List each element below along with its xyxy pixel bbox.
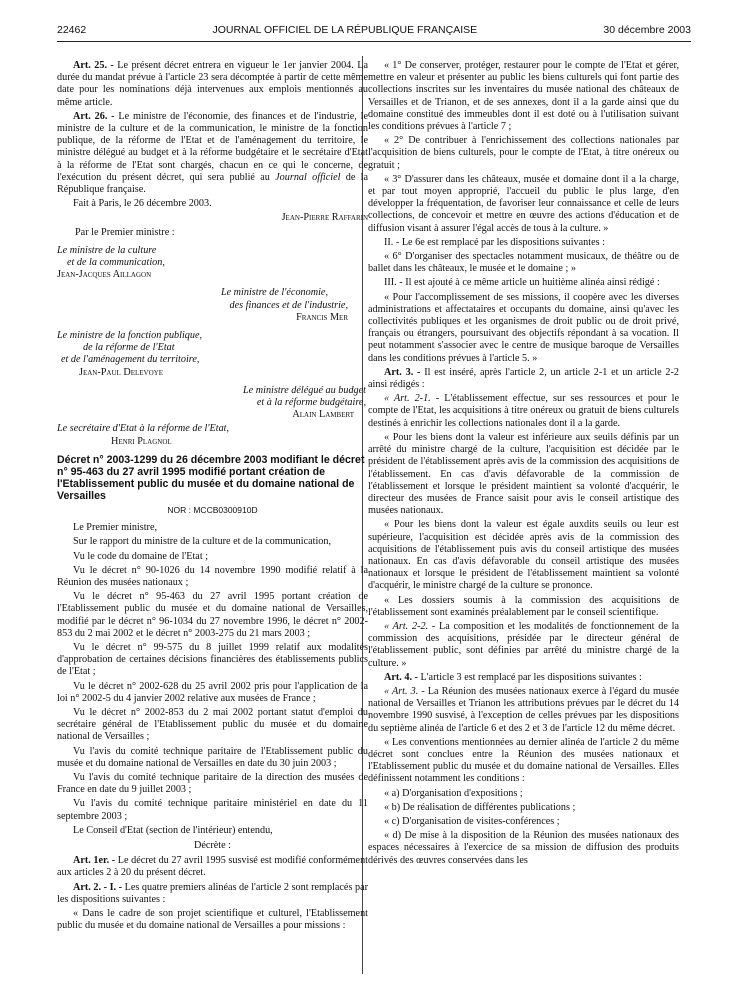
premier-ministre: Le Premier ministre,: [73, 522, 158, 534]
article-4: Art. 4. - L'article 3 est remplacé par les dispositions suivantes :: [384, 671, 642, 683]
page-header: [57, 22, 691, 38]
mission-1: « 1° De conserver, protéger, restaurer pour le compte de l'Etat et gérer, mettre en valeur et présenter au public les biens culturels qui font partie des collections inscrites sur les inventaires du musée national des châteaux de Versailles et de Trianon, et de ses annexes, dont il a la garde ainsi que du domaine constitué des immeubles dont il est doté ou à l'utilisation suivant les conditions prévues à l'article 7 ;: [368, 60, 679, 133]
decrete: Décrète :: [193, 839, 232, 851]
budget-title-1: Le ministre délégué au budget: [243, 384, 366, 396]
eco-minister-name: Francis Mer: [296, 311, 348, 323]
eco-title-1: Le ministre de l'économie,: [220, 287, 328, 299]
eco-title-2: des finances et de l'industrie,: [229, 299, 348, 311]
condition-a: « a) D'organisation d'expositions ;: [384, 787, 523, 799]
visa-9: Vu l'avis du comité technique paritaire ministériel en date du 11 septembre 2003 ;: [57, 798, 368, 822]
par-le-premier-ministre: Par le Premier ministre :: [75, 226, 175, 238]
mission-3: « 3° D'assurer dans les châteaux, musée et domaine dont il a la charge, et par tout moyen approprié, l'accueil du public le plus large, d'en développer la fréquentation, de favoriser leur connaissance et celle de leurs collections, de concevoir et mettre en œuvre des actions d'éducation et de diffusion visant à assurer l'égal accès de tous à la culture. »: [368, 173, 679, 234]
visa-7: Vu l'avis du comité technique paritaire de l'Etablissement public du musée et du domaine national de Versailles en date du 30 juin 2003 ;: [57, 745, 368, 769]
culture-title-2: et de la communication,: [67, 257, 165, 269]
article-2: Art. 2. - I. - Les quatre premiers alinéas de l'article 2 sont remplacés par les dispositions suivantes :: [57, 881, 368, 905]
paragraph-ii: II. - Le 6e est remplacé par les dispositions suivantes :: [384, 236, 605, 248]
budget-title-2: et à la réforme budgétaire,: [256, 397, 366, 409]
visa-1: Vu le code du domaine de l'Etat ;: [73, 550, 209, 562]
article-3-new: « Art. 3. - La Réunion des musées nationaux exerce à l'égard du musée national de Versailles et Trianon les attributions prévues par le décret du 14 novembre 1990 susvisé, à l'exception de celles prévues par les dispositions du septième alinéa de l'article 6 et des 2 et 3 de l'article 12 du même décret.: [368, 685, 680, 734]
mission-2: « 2° De contribuer à l'enrichissement des collections nationales par l'acquisition de biens culturels, pour le compte de l'Etat, à titre onéreux ou gratuit ;: [368, 135, 679, 171]
article-26: Art. 26. - Le ministre de l'économie, des finances et de l'industrie, le ministre de la culture et de la communication, le ministre de la fonction publique, de la réforme de l'Etat et de l'aménagement du territoire, le ministre délégué au budget et à la réforme budgétaire et le secrétaire d'Etat à la réforme de l'Etat sont chargés, chacun en ce qui le concerne, de l'exécution du présent décret, qui sera publié au Journal officiel de la République française.: [57, 110, 368, 196]
page-number: 22462: [57, 24, 87, 36]
fp-title-3: et de l'aménagement du territoire,: [61, 354, 200, 366]
condition-c: « c) D'organisation de visites-conférences ;: [384, 815, 560, 827]
fp-minister-name: Jean-Paul Delevoye: [79, 366, 163, 378]
right-column: [368, 60, 679, 869]
nor-reference: NOR : MCCB0300910D: [167, 504, 258, 515]
dossiers-soumis: « Les dossiers soumis à la commission des acquisitions de l'établissement sont examinés préalablement par le conseil scientifique.: [368, 594, 679, 618]
conventions: « Les conventions mentionnées au dernier alinéa de l'article 2 du même décret sont conclues entre la Réunion des musées nationaux et l'Etablissement public du musée et du domaine national de Versailles. Elles définissent notamment les conditions :: [368, 736, 679, 785]
fp-title-1: Le ministre de la fonction publique,: [57, 330, 203, 342]
article-2-1: « Art. 2-1. - L'établissement effectue, sur ses ressources et pour le compte de l'Etat, les acquisitions à titre onéreux ou gratuit de biens culturels destinés à enrichir les collections nationales dont il a la garde.: [368, 393, 679, 429]
mission-6: « 6° D'organiser des spectacles notamment musicaux, de théâtre ou de ballet dans les châteaux, le musée et le domaine ; »: [368, 251, 679, 275]
visa-8: Vu l'avis du comité technique paritaire de la direction des musées de France en date du 9 juillet 2003 ;: [57, 771, 368, 796]
visa-4: Vu le décret n° 99-575 du 8 juillet 1999 relatif aux modalités d'approbation de certaines décisions financières des établissements publics de l'Etat ;: [57, 641, 368, 678]
header-rule: [57, 41, 691, 42]
fait-a-paris: Fait à Paris, le 26 décembre 2003.: [73, 198, 212, 210]
conseil-etat: Le Conseil d'Etat (section de l'intérieur) entendu,: [73, 824, 273, 836]
se-name: Henri Plagnol: [111, 435, 172, 447]
decree-title: Décret n° 2003-1299 du 26 décembre 2003 modifiant le décret n° 95-463 du 27 avril 1995 modifié portant création de l'Etablissement public du musée et du domaine national de Versailles: [57, 453, 365, 502]
article-25: Art. 25. - Le présent décret entrera en vigueur le 1er janvier 2004. La durée du mandat prévue à l'article 23 sera décomptée à partir de cette même date pour les nominations déjà intervenues aux emplois mentionnés au même article.: [57, 60, 368, 108]
issue-date: 30 décembre 2003: [603, 24, 691, 36]
biens-inferieurs: « Pour les biens dont la valeur est inférieure aux seuils définis par un arrêté du ministre chargé de la culture, l'acquisition est décidée par le président de l'établissement après avis de la commission des acquisitions de l'établissement. En cas d'avis défavorable de la commission de l'établissement et lorsque le président maintient sa volonté d'acquérir, le directeur des musées de France saisit pour avis le conseil artistique des musées nationaux.: [368, 431, 679, 517]
se-title: Le secrétaire d'Etat à la réforme de l'Etat,: [57, 423, 230, 435]
fp-title-2: de la réforme de l'Etat: [83, 342, 175, 354]
left-column: [57, 60, 368, 934]
visa-3: Vu le décret n° 95-463 du 27 avril 1995 portant création de l'Etablissement public du musée et du domaine national de Versailles, modifié par le décret n° 96-1034 du 27 novembre 1996, le décret n° 2002-853 du 2 mai 2002 et le décret n° 2003-275 du 21 mars 2003 ;: [57, 591, 368, 639]
article-2-2: « Art. 2-2. - La composition et les modalités de fonctionnement de la commission des acquisitions, présidée par le directeur général de l'établissement public, sont définies par arrêté du ministre chargé de la culture. »: [368, 620, 679, 669]
article-2-quote: « Dans le cadre de son projet scientifique et culturel, l'Etablissement public du musée et du domaine national de Versailles a pour missions :: [57, 907, 368, 932]
visa-5: Vu le décret n° 2002-628 du 25 avril 2002 pris pour l'application de la loi n° 2002-5 du 4 janvier 2002 relative aux musées de France ;: [57, 680, 368, 704]
visa-2: Vu le décret n° 90-1026 du 14 novembre 1990 modifié relatif à la Réunion des musées nationaux ;: [57, 564, 368, 588]
article-3: Art. 3. - Il est inséré, après l'article 2, un article 2-1 et un article 2-2 ainsi rédigés :: [368, 366, 679, 391]
accomplissement: « Pour l'accomplissement de ses missions, il coopère avec les diverses administrations et affectataires et occupants du domaine, ainsi qu'avec les collectivités publiques et les organismes de droit public ou de droit privé, français ou étrangers, poursuivant des objectifs répondant à sa vocation. Il peut notamment s'associer avec le centre de musique baroque de Versailles dans les conditions prévues à l'article 5. »: [368, 291, 679, 364]
culture-minister-name: Jean-Jacques Aillagon: [57, 269, 152, 281]
biens-superieurs: « Pour les biens dont la valeur est égale auxdits seuils ou leur est supérieure, l'acquisition est décidée après avis de la commission des acquisitions de l'établissement puis avis du conseil artistique des musées nationaux. En cas d'avis défavorable du conseil artistique des musées nationaux et lorsque le président de l'établissement maintient sa volonté d'acquérir, le ministre chargé de la culture se prononce.: [368, 519, 679, 592]
visa-6: Vu le décret n° 2002-853 du 2 mai 2002 portant statut d'emploi du secrétaire général de l'Etablissement public du musée et du domaine national de Versailles ;: [57, 706, 368, 743]
budget-minister-name: Alain Lambert: [292, 409, 354, 421]
sur-le-rapport: Sur le rapport du ministre de la culture et de la communication,: [73, 536, 332, 548]
paragraph-iii: III. - Il est ajouté à ce même article un huitième alinéa ainsi rédigé :: [384, 277, 660, 289]
condition-d: « d) De mise à la disposition de la Réunion des musées nationaux des espaces nécessaires à l'exercice de sa mission de diffusion des produits dérivés des œuvres conservées dans les: [368, 830, 679, 866]
journal-title: JOURNAL OFFICIEL DE LA RÉPUBLIQUE FRANÇAISE: [212, 24, 478, 36]
condition-b: « b) De réalisation de différentes publications ;: [384, 801, 576, 813]
culture-title-1: Le ministre de la culture: [57, 244, 157, 256]
signature-premier-ministre: Jean-Pierre Raffarin: [281, 212, 368, 224]
article-1: Art. 1er. - Le décret du 27 avril 1995 susvisé est modifié conformément aux articles 2 à 20 du présent décret.: [57, 855, 369, 879]
